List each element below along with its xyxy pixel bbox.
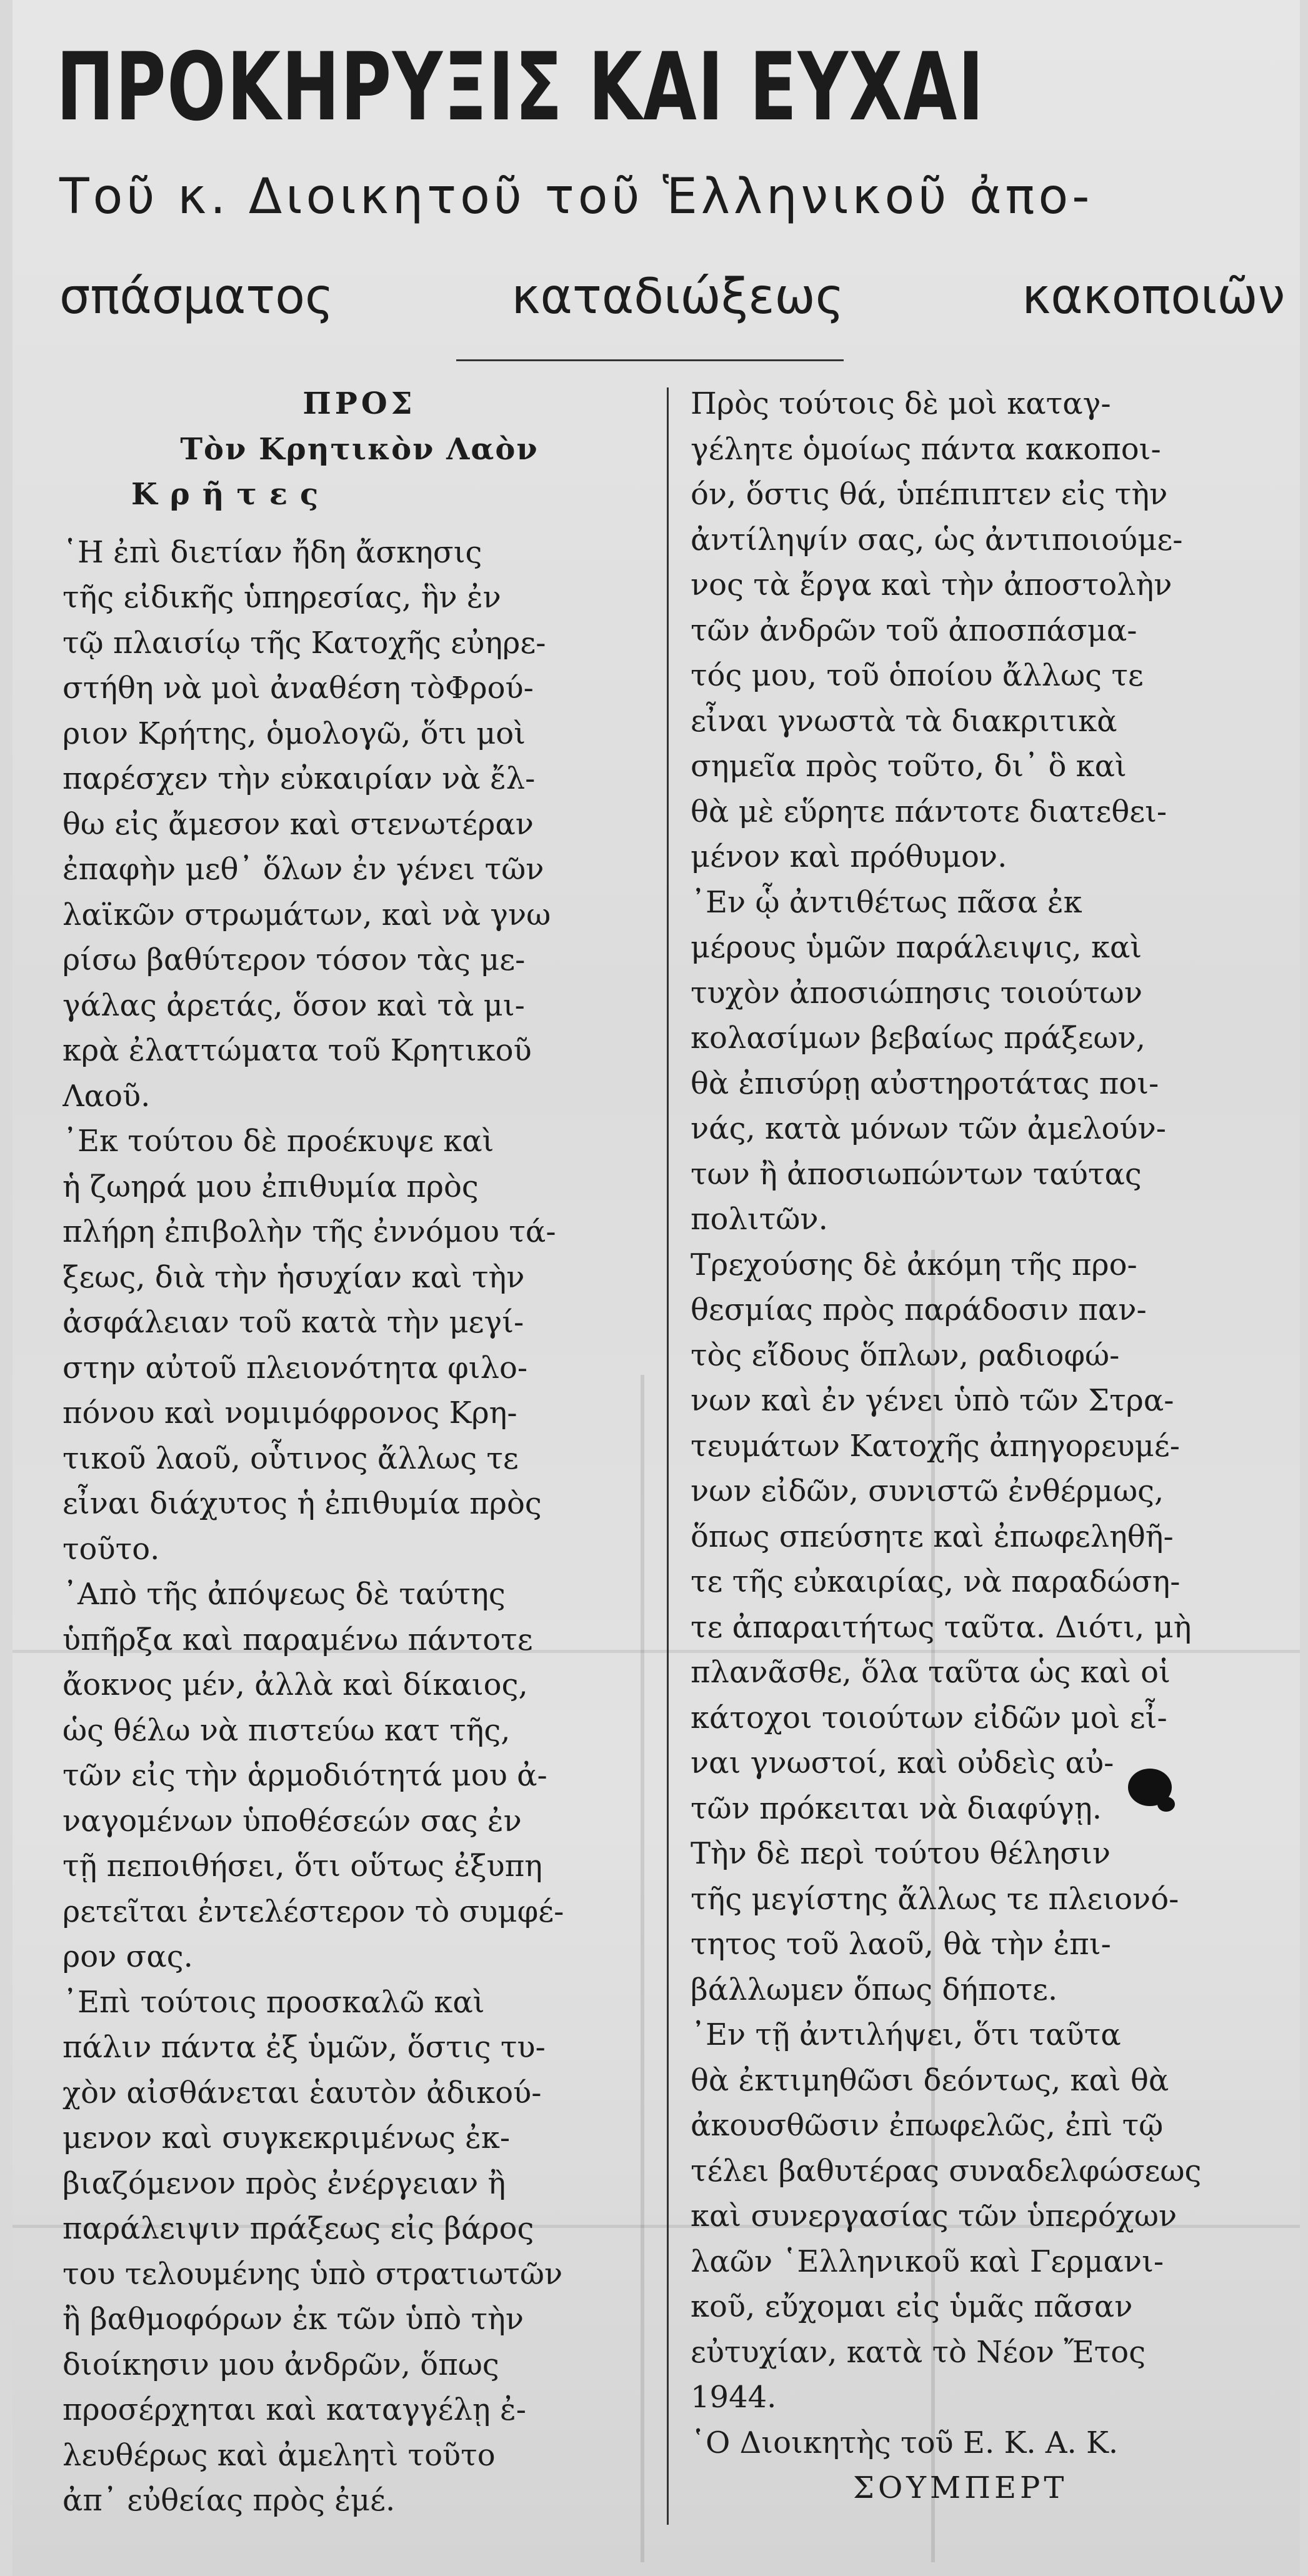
left-column-line: μενον καὶ συγκεκριμένως ἐκ-	[62, 2120, 511, 2155]
right-column-line: νάς, κατὰ μόνων τῶν ἀμελούν-	[691, 1111, 1166, 1146]
left-column-line: τικοῦ λαοῦ, οὗτινος ἄλλως τε	[62, 1440, 519, 1476]
right-column-line: τητος τοῦ λαοῦ, θὰ τὴν ἐπι-	[691, 1927, 1111, 1962]
right-column-line: νων καὶ ἐν γένει ὑπὸ τῶν Στρα-	[691, 1383, 1174, 1418]
left-column-line: ὑπῆρξα καὶ παραμένω πάντοτε	[62, 1622, 533, 1657]
right-column-line: θὰ ἐκτιμηθῶσι δεόντως, καὶ θὰ	[691, 2062, 1169, 2098]
left-column-line: ρίσω βαθύτερον τόσον τὰς με-	[62, 942, 526, 977]
right-column-line: όν, ὅστις θά, ὑπέπιπτεν εἰς τὴν	[691, 477, 1168, 512]
right-column-line: ἀντίληψίν σας, ὡς ἀντιποιούμε-	[691, 522, 1183, 557]
right-column-line: μέρους ὑμῶν παράλειψις, καὶ	[691, 930, 1142, 965]
right-column-line: των ἢ ἀποσιωπώντων ταύτας	[691, 1156, 1142, 1192]
left-column-line: θω εἰς ἄμεσον καὶ στενωτέραν	[62, 806, 534, 842]
left-column-line: ἡ ζωηρά μου ἐπιθυμία πρὸς	[62, 1169, 479, 1204]
right-column-line: 1944.	[691, 2380, 777, 2415]
left-column-line: ᾽Απὸ τῆς ἀπόψεως δὲ ταύτης	[62, 1577, 506, 1612]
right-column-line: τε τῆς εὐκαιρίας, νὰ παραδώση-	[691, 1564, 1181, 1599]
left-column-line: ξεως, διὰ τὴν ἡσυχίαν καὶ τὴν	[62, 1259, 525, 1295]
right-column-line: ναι γνωστοί, καὶ οὐδεὶς αὐ-	[691, 1745, 1114, 1780]
right-column-line: εὐτυχίαν, κατὰ τὸ Νέον Ἔτος	[691, 2334, 1146, 2370]
left-column-line: παράλειψιν πράξεως εἰς βάρος	[62, 2211, 534, 2246]
left-column-line: παρέσχεν τὴν εὐκαιρίαν νὰ ἔλ-	[62, 761, 536, 796]
right-column-line: τυχὸν ἀποσιώπησις τοιούτων	[691, 975, 1142, 1011]
right-column-line: νων εἰδῶν, συνιστῶ ἐνθέρμως,	[691, 1474, 1164, 1509]
right-column-line: τῶν ἀνδρῶν τοῦ ἀποσπάσμα-	[691, 612, 1137, 648]
left-column-line: στην αὐτοῦ πλειονότητα φιλο-	[62, 1350, 528, 1385]
right-column-line: τός μου, τοῦ ὁποίου ἄλλως τε	[691, 658, 1144, 693]
left-column-line: ἀσφάλειαν τοῦ κατὰ τὴν μεγί-	[62, 1305, 524, 1340]
left-column-line: Λαοῦ.	[62, 1078, 151, 1114]
right-column-line: θὰ ἐπισύρῃ αὐστηροτάτας ποι-	[691, 1066, 1159, 1101]
right-column-line: ῾Ο Διοικητὴς τοῦ Ε. Κ. Α. Κ.	[691, 2425, 1119, 2460]
right-column-line: τῶν πρόκειται νὰ διαφύγῃ.	[691, 1790, 1102, 1826]
left-column-line: ἄοκνος μέν, ἀλλὰ καὶ δίκαιος,	[62, 1667, 528, 1702]
left-column-line: ἀπ᾽ εὐθείας πρὸς ἐμέ.	[62, 2483, 396, 2518]
right-column-line: κολασίμων βεβαίως πράξεων,	[691, 1021, 1146, 1056]
left-column-line: ριον Κρήτης, ὁμολογῶ, ὅτι μοὶ	[62, 716, 526, 751]
left-column-line: ρον σας.	[62, 1939, 193, 1974]
left-column-line: ναγομένων ὑποθέσεών σας ἐν	[62, 1803, 522, 1839]
title-rule	[456, 359, 844, 361]
right-column-line: ᾽Εν τῇ ἀντιλήψει, ὅτι ταῦτα	[691, 2017, 1121, 2052]
right-column	[691, 381, 1284, 2511]
left-column-line: ὡς θέλω νὰ πιστεύω κατ τῆς,	[62, 1712, 511, 1748]
left-column-line: ἐπαφὴν μεθ᾽ ὅλων ἐν γένει τῶν	[62, 852, 544, 887]
left-column-line: τῇ πεποιθήσει, ὅτι οὕτως ἐξυπη	[62, 1849, 542, 1884]
left-column-line: ᾽Επὶ τούτοις προσκαλῶ καὶ	[62, 1984, 485, 2020]
address-heading: ΠΡΟΣ	[302, 386, 416, 421]
left-column-line: στήθη νὰ μοὶ ἀναθέση τὸΦρού-	[62, 671, 534, 706]
subheadline-line-1: Τοῦ κ. Διοικητοῦ τοῦ Ἑλληνικοῦ ἀπο-	[59, 169, 1094, 225]
right-column-line: θὰ μὲ εὕρητε πάντοτε διατεθει-	[691, 794, 1167, 829]
right-column-line: μένον καὶ πρόθυμον.	[691, 839, 1007, 874]
left-column-line: ᾽Εκ τούτου δὲ προέκυψε καὶ	[62, 1124, 494, 1159]
right-column-line: τῆς μεγίστης ἄλλως τε πλειονό-	[691, 1881, 1179, 1917]
right-column-line: θεσμίας πρὸς παράδοσιν παν-	[691, 1292, 1147, 1327]
left-column-line: τοῦτο.	[62, 1531, 160, 1567]
right-column-line: βάλλωμεν ὅπως δήποτε.	[691, 1972, 1058, 2007]
left-column-line: του τελουμένης ὑπὸ στρατιωτῶν	[62, 2256, 563, 2292]
right-column-line: ᾽Εν ᾧ ἀντιθέτως πᾶσα ἐκ	[691, 884, 1082, 920]
column-separator	[667, 387, 669, 2525]
left-column-line: βιαζόμενον πρὸς ἐνέργειαν ἢ	[62, 2165, 506, 2201]
left-column-body	[62, 530, 656, 2524]
headline: ΠΡΟΚΗΡΥΞΙΣ ΚΑΙ ΕΥΧΑΙ	[56, 33, 985, 142]
left-column-line: χὸν αἰσθάνεται ἑαυτὸν ἀδικού-	[62, 2075, 542, 2110]
address-line-2: Κρῆτες	[131, 477, 331, 512]
right-column-line: ἀκουσθῶσιν ἐπωφελῶς, ἐπὶ τῷ	[691, 2108, 1164, 2143]
left-column-line: γάλας ἀρετάς, ὅσον καὶ τὰ μι-	[62, 987, 525, 1023]
left-column-line: ἢ βαθμοφόρων ἐκ τῶν ὑπὸ τὴν	[62, 2302, 524, 2337]
left-column-line: κρὰ ἐλαττώματα τοῦ Κρητικοῦ	[62, 1033, 532, 1068]
left-column	[62, 381, 656, 2524]
left-column-line: εἶναι διάχυτος ἡ ἐπιθυμία πρὸς	[62, 1486, 542, 1521]
right-column-line: σημεῖα πρὸς τοῦτο, δι᾽ ὃ καὶ	[691, 749, 1127, 784]
right-column-line: ΣΟΥΜΠΕΡΤ	[853, 2470, 1068, 2505]
right-column-line: τὸς εἴδους ὅπλων, ραδιοφώ-	[691, 1337, 1120, 1373]
right-column-line: εἶναι γνωστὰ τὰ διακριτικὰ	[691, 703, 1117, 739]
left-column-line: τῶν εἰς τὴν ἁρμοδιότητά μου ἀ-	[62, 1758, 547, 1793]
left-column-line: πλήρη ἐπιβολὴν τῆς ἐννόμου τά-	[62, 1214, 556, 1249]
right-column-line: τευμάτων Κατοχῆς ἀπηγορευμέ-	[691, 1428, 1180, 1464]
left-column-line: τῷ πλαισίῳ τῆς Κατοχῆς εὐηρε-	[62, 625, 546, 661]
ink-blot	[1157, 1797, 1175, 1812]
right-column-line: πλανᾶσθε, ὅλα ταῦτα ὡς καὶ οἱ	[691, 1655, 1171, 1690]
address-line-1: Τὸν Κρητικὸν Λαὸν	[180, 431, 539, 467]
right-column-line: ὅπως σπεύσητε καὶ ἐπωφεληθῆ-	[691, 1519, 1174, 1554]
right-column-line: τε ἀπαραιτήτως ταῦτα. Διότι, μὴ	[691, 1609, 1192, 1645]
right-column-line: πολιτῶν.	[691, 1202, 828, 1237]
left-column-line: πόνου καὶ νομιμόφρονος Κρη-	[62, 1395, 517, 1430]
left-column-line: τῆς εἰδικῆς ὑπηρεσίας, ἣν ἐν	[62, 580, 501, 615]
left-column-line: ῾Η ἐπὶ διετίαν ἤδη ἄσκησις	[62, 534, 482, 570]
left-column-line: λευθέρως καὶ ἀμελητὶ τοῦτο	[62, 2437, 496, 2473]
right-column-line: τέλει βαθυτέρας συναδελφώσεως	[691, 2153, 1202, 2189]
right-column-line: κοῦ, εὔχομαι εἰς ὑμᾶς πᾶσαν	[691, 2289, 1133, 2324]
subheadline-line-2: σπάσματος καταδιώξεως κακοποιῶν	[59, 269, 1286, 325]
right-column-line: καὶ συνεργασίας τῶν ὑπερόχων	[691, 2199, 1177, 2234]
left-column-line: ρετεῖται ἐντελέστερον τὸ συμφέ-	[62, 1894, 564, 1929]
right-column-body	[691, 381, 1284, 2511]
left-column-line: διοίκησιν μου ἀνδρῶν, ὅπως	[62, 2347, 499, 2382]
right-column-line: νος τὰ ἔργα καὶ τὴν ἀποστολὴν	[691, 567, 1172, 602]
right-column-line: Πρὸς τούτοις δὲ μοὶ καταγ-	[691, 386, 1111, 421]
right-column-line: Τρεχούσης δὲ ἀκόμη τῆς προ-	[691, 1247, 1137, 1282]
right-column-line: λαῶν ῾Ελληνικοῦ καὶ Γερμανι-	[691, 2244, 1164, 2279]
right-column-line: κάτοχοι τοιούτων εἰδῶν μοὶ εἶ-	[691, 1700, 1167, 1735]
left-column-line: λαϊκῶν στρωμάτων, καὶ νὰ γνω	[62, 897, 551, 932]
left-column-line: προσέρχηται καὶ καταγγέλῃ ἐ-	[62, 2392, 526, 2427]
left-column-line: πάλιν πάντα ἐξ ὑμῶν, ὅστις τυ-	[62, 2030, 546, 2065]
right-column-line: Τὴν δὲ περὶ τούτου θέλησιν	[691, 1836, 1111, 1871]
right-column-line: γέλητε ὁμοίως πάντα κακοποι-	[691, 431, 1161, 467]
